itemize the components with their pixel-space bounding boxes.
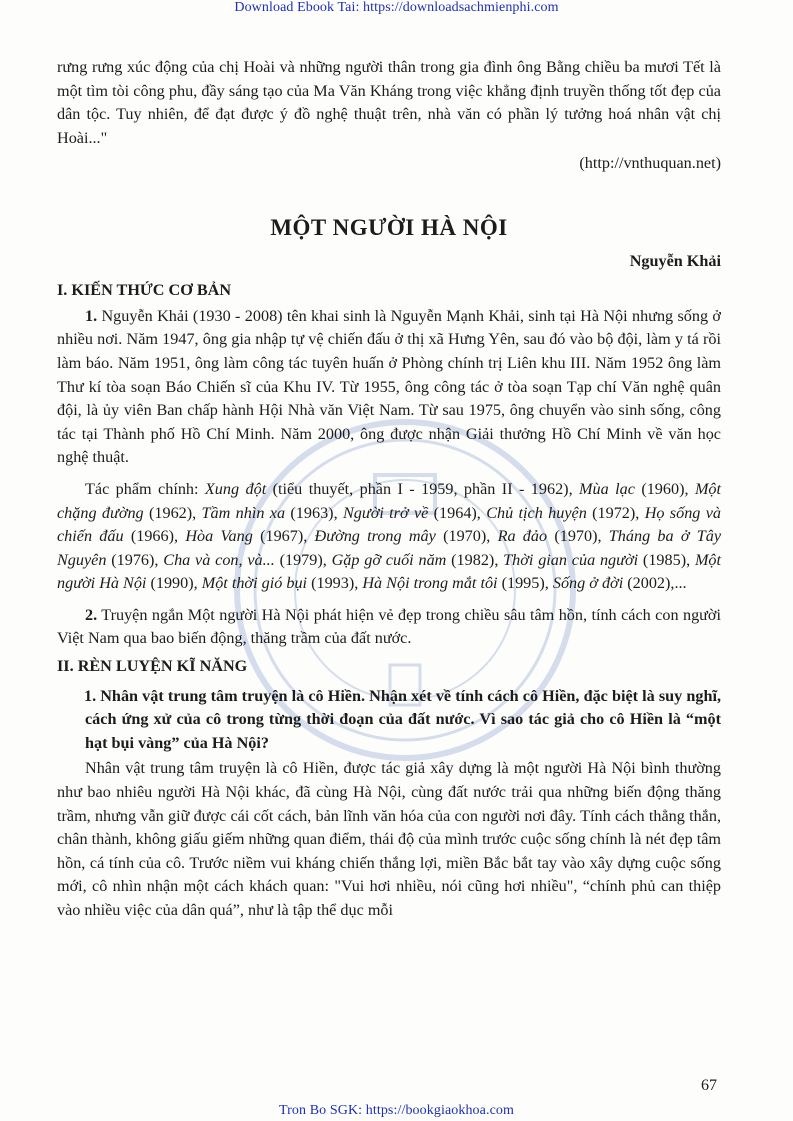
work-detail: (tiểu thuyết, phần I - 1959, phần II - 1962), [266,479,580,498]
work-title: Ra đảo [497,527,548,546]
author-bio-paragraph [57,305,721,470]
work-title: Một người Hà Nội [57,550,722,593]
work-detail: (1966), [123,527,186,546]
summary-text: Truyện ngắn Một người Hà Nội phát hiện vẻ đẹp trong chiều sâu tâm hồn, tính cách con người Việt Nam qua bao biến động, thăng trầm của đất nước. [57,605,721,648]
work-title: Một chặng đường [57,479,722,522]
work-title: Hòa Vang [185,527,253,546]
work-detail: (1967), [252,527,315,546]
question-1: 1. Nhân vật trung tâm truyện là cô Hiền. Nhận xét về tính cách cô Hiền, đặc biệt là suy nghĩ, cách ứng xử của cô trong từng thời đoạn của đất nước. Vì sao tác giả cho cô Hiền là “một hạt bụi vàng” của Hà Nội? [84,686,721,752]
work-title: Gặp gỡ cuối năm [331,550,447,569]
section-1-heading: I. KIẾN THỨC CƠ BẢN [57,281,232,300]
answer-paragraph: Nhân vật trung tâm truyện là cô Hiền, được tác giả xây dựng là một người Hà Nội bình thường như bao nhiêu người Hà Nội khác, đã cùng Hà Nội, cùng đất nước trải qua những biến động thăng trầm, nhưng vẫn giữ được cái cốt cách, bản lĩnh văn hóa của con người nơi đây. Tính cách thẳng thắn, chân thành, không giấu giếm những quan điểm, thái độ của mình trước cuộc sống chính là nét đẹp tâm hồn, cá tính của cô. Trước niềm vui kháng chiến thắng lợi, miền Bắc bắt tay vào xây dựng cuộc sống mới, cô nhìn nhận một cách khách quan: "Vui hơi nhiều, nói cũng hơi nhiều", “chính phủ can thiệp vào nhiều việc của dân quá”, như là tập thể dục mỗi [57,759,722,919]
work-title: Một thời gió bụi [201,574,308,593]
work-detail: (1990), [146,574,202,593]
work-title: Họ sống và chiến đấu [57,503,722,546]
work-title: Mùa lạc [579,479,635,498]
page-content [57,56,721,923]
work-detail: (1995), [497,574,553,593]
summary-paragraph [57,604,721,651]
author-bio-text: Nguyễn Khải (1930 - 2008) tên khai sinh là Nguyễn Mạnh Khải, sinh tại Hà Nội nhưng sống ở nhiều nơi. Năm 1947, ông gia nhập tự vệ chiến đấu ở thị xã Hưng Yên, sau đó vào bộ đội, làm y tá rồi làm báo. Năm 1951, ông làm công tác tuyên huấn ở Phòng chính trị Liên khu III. Năm 1952 ông làm Thư kí tòa soạn Báo Chiến sĩ của Khu IV. Từ 1955, ông công tác ở tòa soạn Tạp chí Văn nghệ quân đội, là ủy viên Ban chấp hành Hội Nhà văn Việt Nam. Từ sau 1975, ông chuyển vào sinh sống, công tác tại Thành phố Hồ Chí Minh. Năm 2000, ông được nhận Giải thưởng Hồ Chí Minh về văn học nghệ thuật. [57,306,721,467]
work-detail: (1970), [547,527,609,546]
top-banner: Download Ebook Tai: https://downloadsachmienphi.com [234,0,559,15]
work-detail: (1979), [274,550,332,569]
work-detail: (1964), [428,503,487,522]
work-title: Thời gian của người [503,550,639,569]
work-title: Tầm nhìn xa [201,503,286,522]
work-title: Xung đột [204,479,267,498]
intro-source: (http://vnthuquan.net) [579,154,721,173]
work-title: Tháng ba ở Tây Nguyên [57,527,722,569]
section-2-heading: II. RÈN LUYỆN KĨ NĂNG [57,657,248,676]
story-author: Nguyễn Khải [629,251,721,270]
work-detail: (1963), [285,503,343,522]
item-number: 2. [85,605,98,624]
work-detail: (1982), [446,550,504,569]
page-number: 67 [701,1077,717,1094]
work-detail: (1985), [638,550,695,569]
work-title: Sống ở đời [552,574,624,593]
work-detail: (1976), [106,550,164,569]
work-detail: (1962), [143,503,202,522]
work-title: Cha và con, và... [163,550,275,569]
work-detail: (1960), [634,479,695,498]
work-title: Đường trong mây [314,527,436,546]
bottom-banner: Tron Bo SGK: https://bookgiaokhoa.com [279,1103,514,1118]
work-detail: (2002),... [623,574,687,593]
work-title: Người trở về [342,503,429,522]
works-paragraph [57,478,721,596]
work-detail: (1970), [435,527,498,546]
works-label: Tác phẩm chính: [85,479,205,498]
work-detail: (1993), [307,574,363,593]
intro-paragraph: rưng rưng xúc động của chị Hoài và những người thân trong gia đình ông Bằng chiều ba mươi Tết là một tìm tòi công phu, đầy sáng tạo của Ma Văn Kháng trong việc khẳng định truyền thống tốt đẹp của dân tộc. Tuy nhiên, để đạt được ý đồ nghệ thuật trên, nhà văn có phần lý tưởng hoá nhân vật chị Hoài..." [57,58,721,147]
item-number: 1. [85,306,98,325]
work-detail: (1972), [586,503,645,522]
story-title: MỘT NGƯỜI HÀ NỘI [270,214,508,240]
work-title: Chủ tịch huyện [486,503,587,522]
work-title: Hà Nội trong mắt tôi [362,574,498,593]
